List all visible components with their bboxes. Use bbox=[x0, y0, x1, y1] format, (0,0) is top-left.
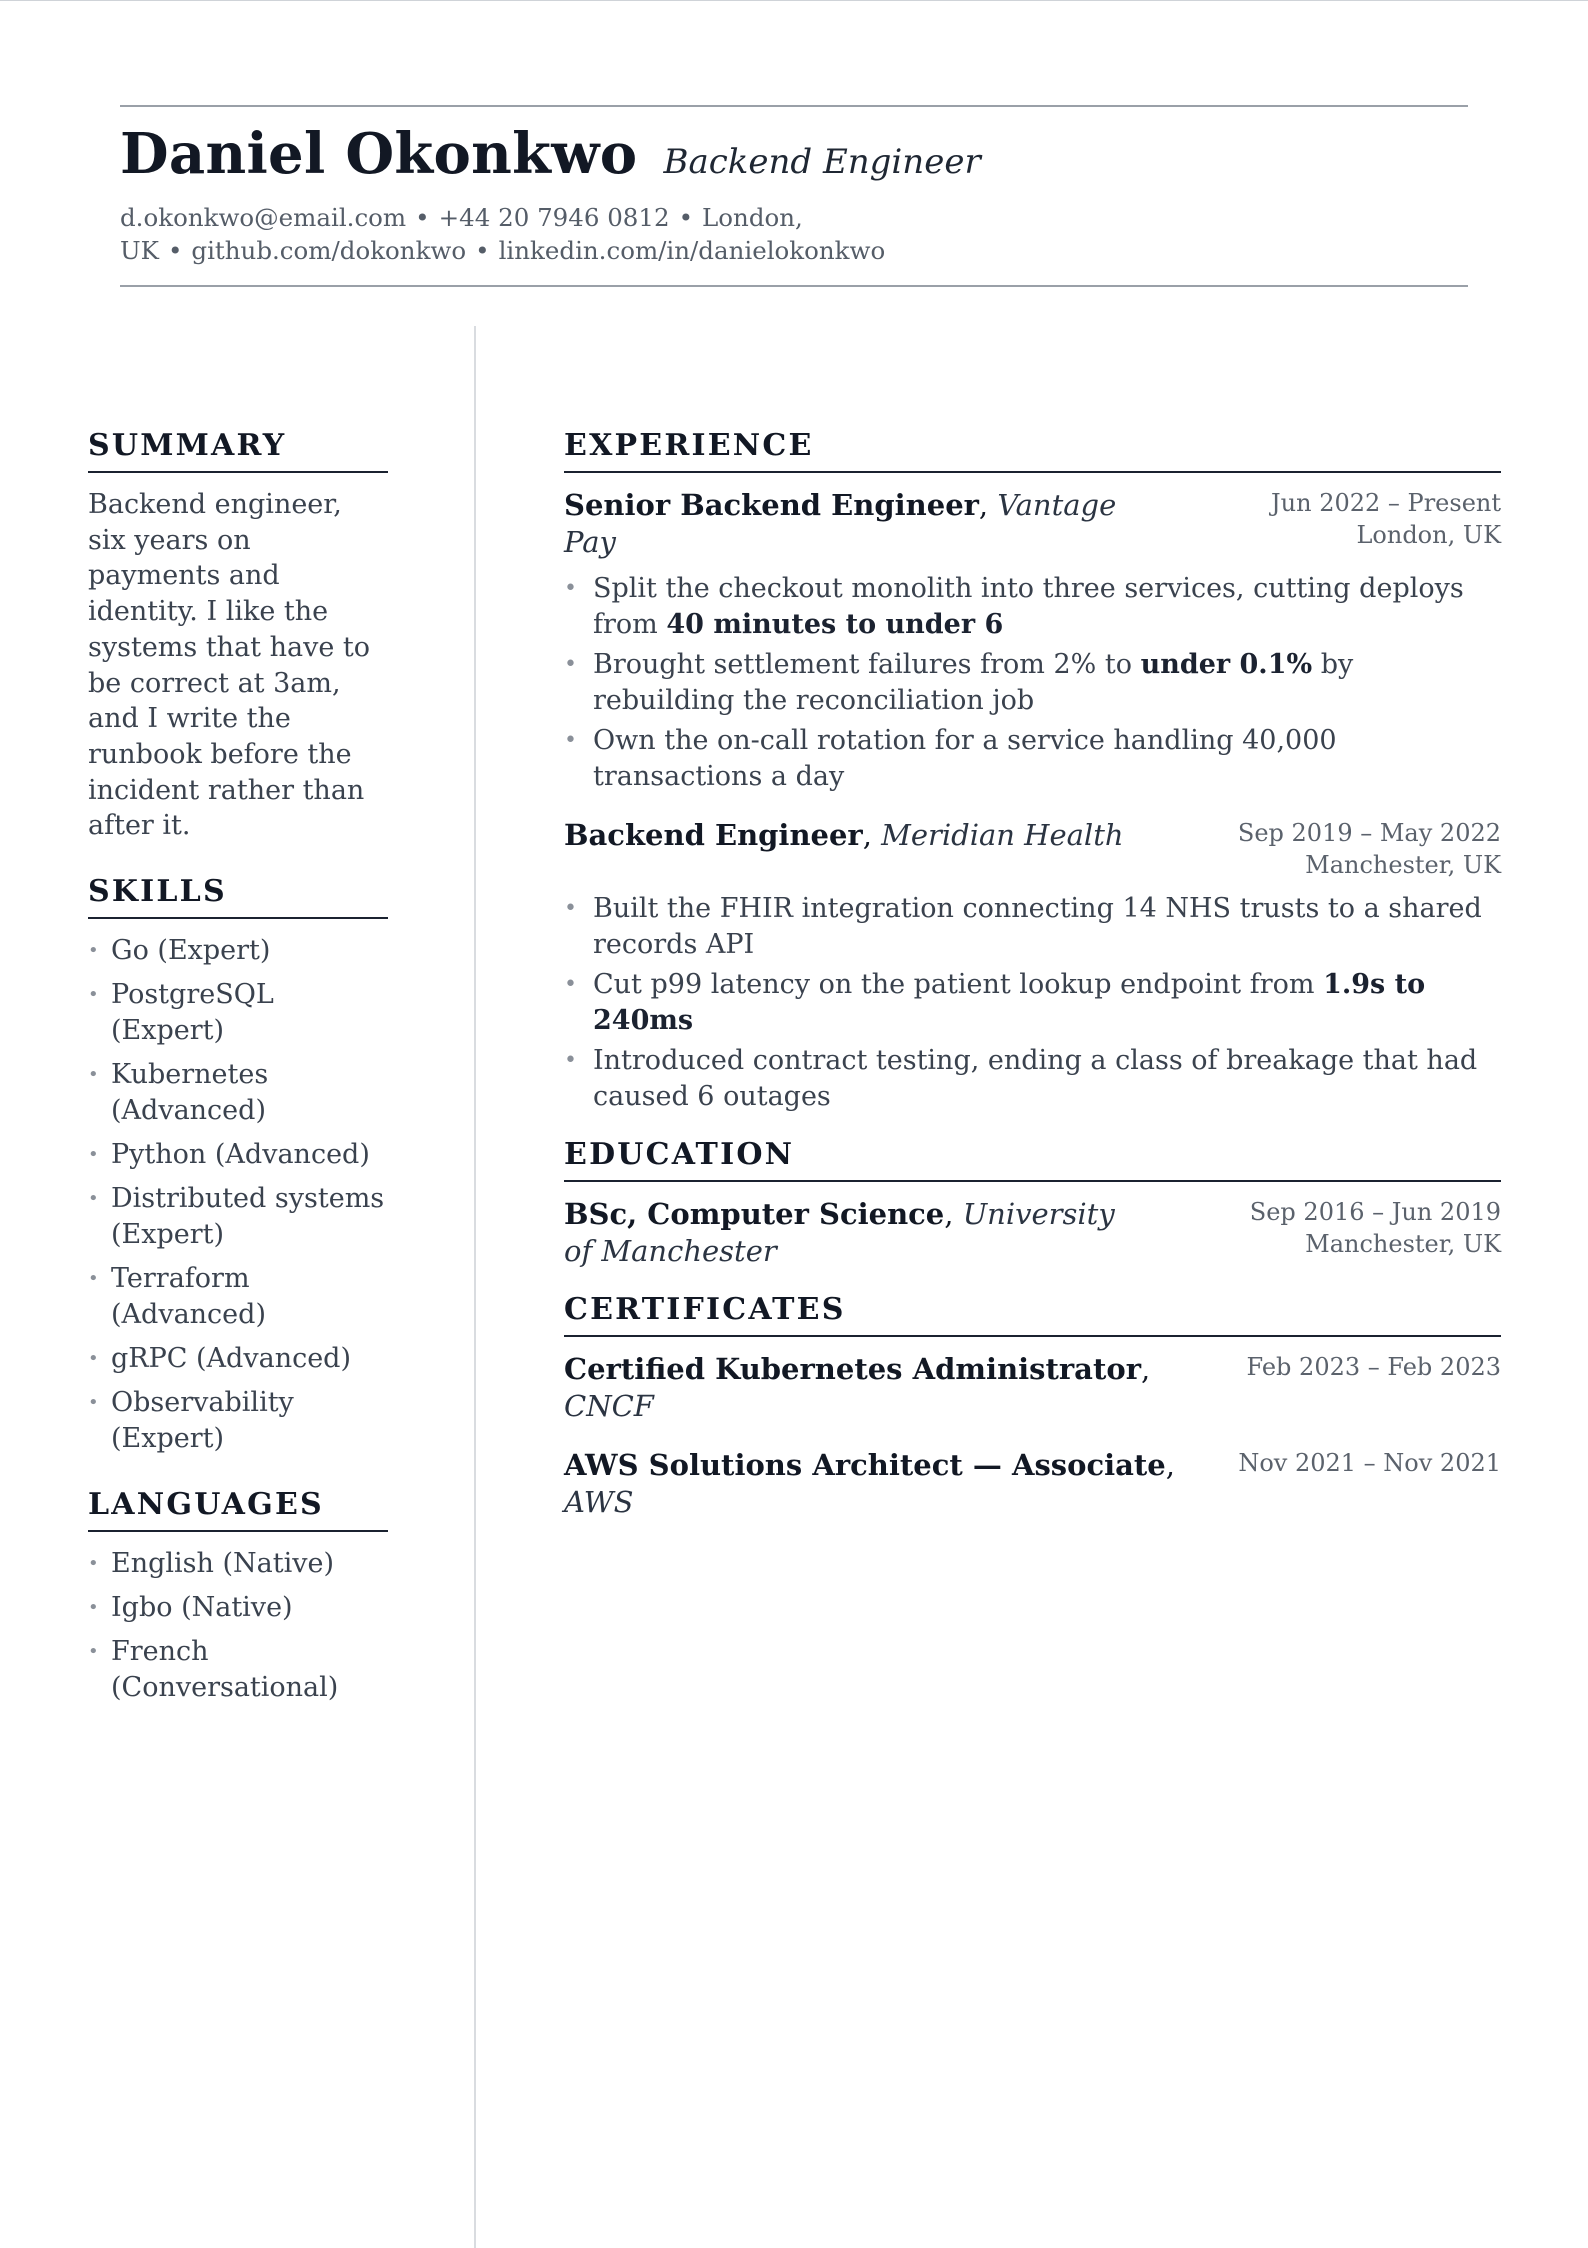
education-title-line: BSc, Computer Science, University of Manchester bbox=[564, 1197, 1115, 1268]
certificate-title-line: AWS Solutions Architect — Associate, AWS bbox=[564, 1448, 1175, 1519]
language-item: • Igbo (Native) bbox=[88, 1590, 388, 1626]
job-title-line: Senior Backend Engineer, Vantage Pay bbox=[564, 488, 1117, 559]
contact-info bbox=[120, 201, 1000, 267]
job-header bbox=[564, 487, 1501, 561]
job-dates: Jun 2022 – Present bbox=[1271, 489, 1501, 517]
contact-email[interactable]: d.okonkwo@email.com bbox=[120, 203, 407, 232]
skill-item: • PostgreSQL (Expert) bbox=[88, 977, 388, 1049]
skill-item: • Distributed systems (Expert) bbox=[88, 1181, 388, 1253]
job-header bbox=[564, 817, 1501, 881]
header-bottom-rule bbox=[120, 285, 1468, 287]
certificate-header bbox=[564, 1351, 1501, 1425]
education-degree: BSc, Computer Science bbox=[564, 1197, 945, 1231]
languages-list bbox=[88, 1546, 388, 1706]
contact-separator: • bbox=[167, 236, 183, 265]
education-heading: EDUCATION bbox=[564, 1137, 1501, 1182]
certificate-dates: Nov 2021 – Nov 2021 bbox=[1238, 1449, 1501, 1477]
summary-text: Backend engineer, six years on payments and identity. I like the systems that have to be correct at 3am, and I write the runbook before the incident rather than after it. bbox=[88, 489, 371, 842]
job-bullet: • Introduced contract testing, ending a class of breakage that had caused 6 outages bbox=[564, 1043, 1501, 1115]
education-entry bbox=[564, 1196, 1501, 1270]
skill-item: • Kubernetes (Advanced) bbox=[88, 1057, 388, 1129]
main-content bbox=[564, 428, 1501, 1543]
certificate-header bbox=[564, 1447, 1501, 1521]
skill-item: • Go (Expert) bbox=[88, 933, 388, 969]
skill-item: • Terraform (Advanced) bbox=[88, 1261, 388, 1333]
contact-phone[interactable]: +44 20 7946 0812 bbox=[438, 203, 670, 232]
contact-linkedin[interactable]: linkedin.com/in/danielokonkwo bbox=[498, 236, 886, 265]
language-item: • French (Conversational) bbox=[88, 1634, 388, 1706]
resume-header bbox=[120, 105, 1468, 287]
job-title-line: Backend Engineer, Meridian Health bbox=[564, 818, 1124, 852]
certificate-entry bbox=[564, 1447, 1501, 1521]
sidebar bbox=[88, 428, 388, 1736]
name-row bbox=[120, 121, 1468, 187]
certificate-entry bbox=[564, 1351, 1501, 1425]
certificate-issuer: CNCF bbox=[564, 1389, 654, 1423]
certificate-name: AWS Solutions Architect — Associate bbox=[564, 1448, 1166, 1482]
candidate-title: Backend Engineer bbox=[663, 142, 981, 182]
job-bullets bbox=[564, 891, 1501, 1115]
summary-heading: SUMMARY bbox=[88, 428, 388, 473]
education-location: Manchester, UK bbox=[1305, 1230, 1501, 1258]
job-dates: Sep 2019 – May 2022 bbox=[1237, 819, 1501, 847]
job-meta bbox=[1271, 487, 1501, 551]
job-company: Meridian Health bbox=[881, 818, 1124, 852]
job-bullets bbox=[564, 571, 1501, 795]
certificate-title-line: Certified Kubernetes Administrator, CNCF bbox=[564, 1352, 1151, 1423]
job-role: Backend Engineer bbox=[564, 818, 863, 852]
certificates-heading: CERTIFICATES bbox=[564, 1292, 1501, 1337]
contact-line-2 bbox=[120, 234, 1000, 267]
languages-heading: LANGUAGES bbox=[88, 1487, 388, 1532]
job-bullet: • Own the on-call rotation for a service handling 40,000 transactions a day bbox=[564, 723, 1501, 795]
experience-heading: EXPERIENCE bbox=[564, 428, 1501, 473]
contact-github[interactable]: github.com/dokonkwo bbox=[191, 236, 467, 265]
language-item: • English (Native) bbox=[88, 1546, 388, 1582]
education-header bbox=[564, 1196, 1501, 1270]
education-meta bbox=[1250, 1196, 1501, 1260]
certificate-issuer: AWS bbox=[564, 1485, 634, 1519]
contact-location: London, bbox=[702, 203, 803, 232]
contact-separator: • bbox=[475, 236, 490, 265]
candidate-name: Daniel Okonkwo bbox=[120, 121, 638, 187]
job-bullet: • Brought settlement failures from 2% to under 0.1% by rebuilding the reconciliation job bbox=[564, 647, 1501, 719]
job-company: Vantage Pay bbox=[564, 488, 1117, 559]
skills-list bbox=[88, 933, 388, 1457]
contact-separator: • bbox=[415, 203, 430, 232]
contact-separator: • bbox=[678, 203, 694, 232]
experience-section bbox=[564, 428, 1501, 1115]
job-entry bbox=[564, 487, 1501, 795]
skill-item: • Observability (Expert) bbox=[88, 1385, 388, 1457]
certificate-dates: Feb 2023 – Feb 2023 bbox=[1246, 1353, 1501, 1381]
job-role: Senior Backend Engineer bbox=[564, 488, 979, 522]
job-meta bbox=[1238, 817, 1501, 881]
contact-line-1 bbox=[120, 201, 1000, 234]
skills-heading: SKILLS bbox=[88, 874, 388, 919]
header-top-rule bbox=[120, 105, 1468, 107]
certificate-name: Certified Kubernetes Administrator bbox=[564, 1352, 1141, 1386]
skill-item: • gRPC (Advanced) bbox=[88, 1341, 388, 1377]
certificates-section bbox=[564, 1292, 1501, 1521]
certificate-meta bbox=[1238, 1447, 1501, 1479]
job-bullet: • Cut p99 latency on the patient lookup endpoint from 1.9s to 240ms bbox=[564, 967, 1501, 1039]
education-section bbox=[564, 1137, 1501, 1270]
education-school: University of Manchester bbox=[564, 1197, 1115, 1268]
contact-location-country: UK bbox=[120, 236, 159, 265]
certificate-meta bbox=[1247, 1351, 1501, 1383]
job-location: London, UK bbox=[1356, 521, 1501, 549]
education-dates: Sep 2016 – Jun 2019 bbox=[1249, 1198, 1501, 1226]
job-entry bbox=[564, 817, 1501, 1115]
job-location: Manchester, UK bbox=[1305, 851, 1501, 879]
skill-item: • Python (Advanced) bbox=[88, 1137, 388, 1173]
job-bullet: • Built the FHIR integration connecting 14 NHS trusts to a shared records API bbox=[564, 891, 1501, 963]
page-top-border bbox=[0, 0, 1588, 1]
column-divider bbox=[474, 326, 476, 2248]
job-bullet: • Split the checkout monolith into three services, cutting deploys from 40 minutes to under 6 bbox=[564, 571, 1501, 643]
